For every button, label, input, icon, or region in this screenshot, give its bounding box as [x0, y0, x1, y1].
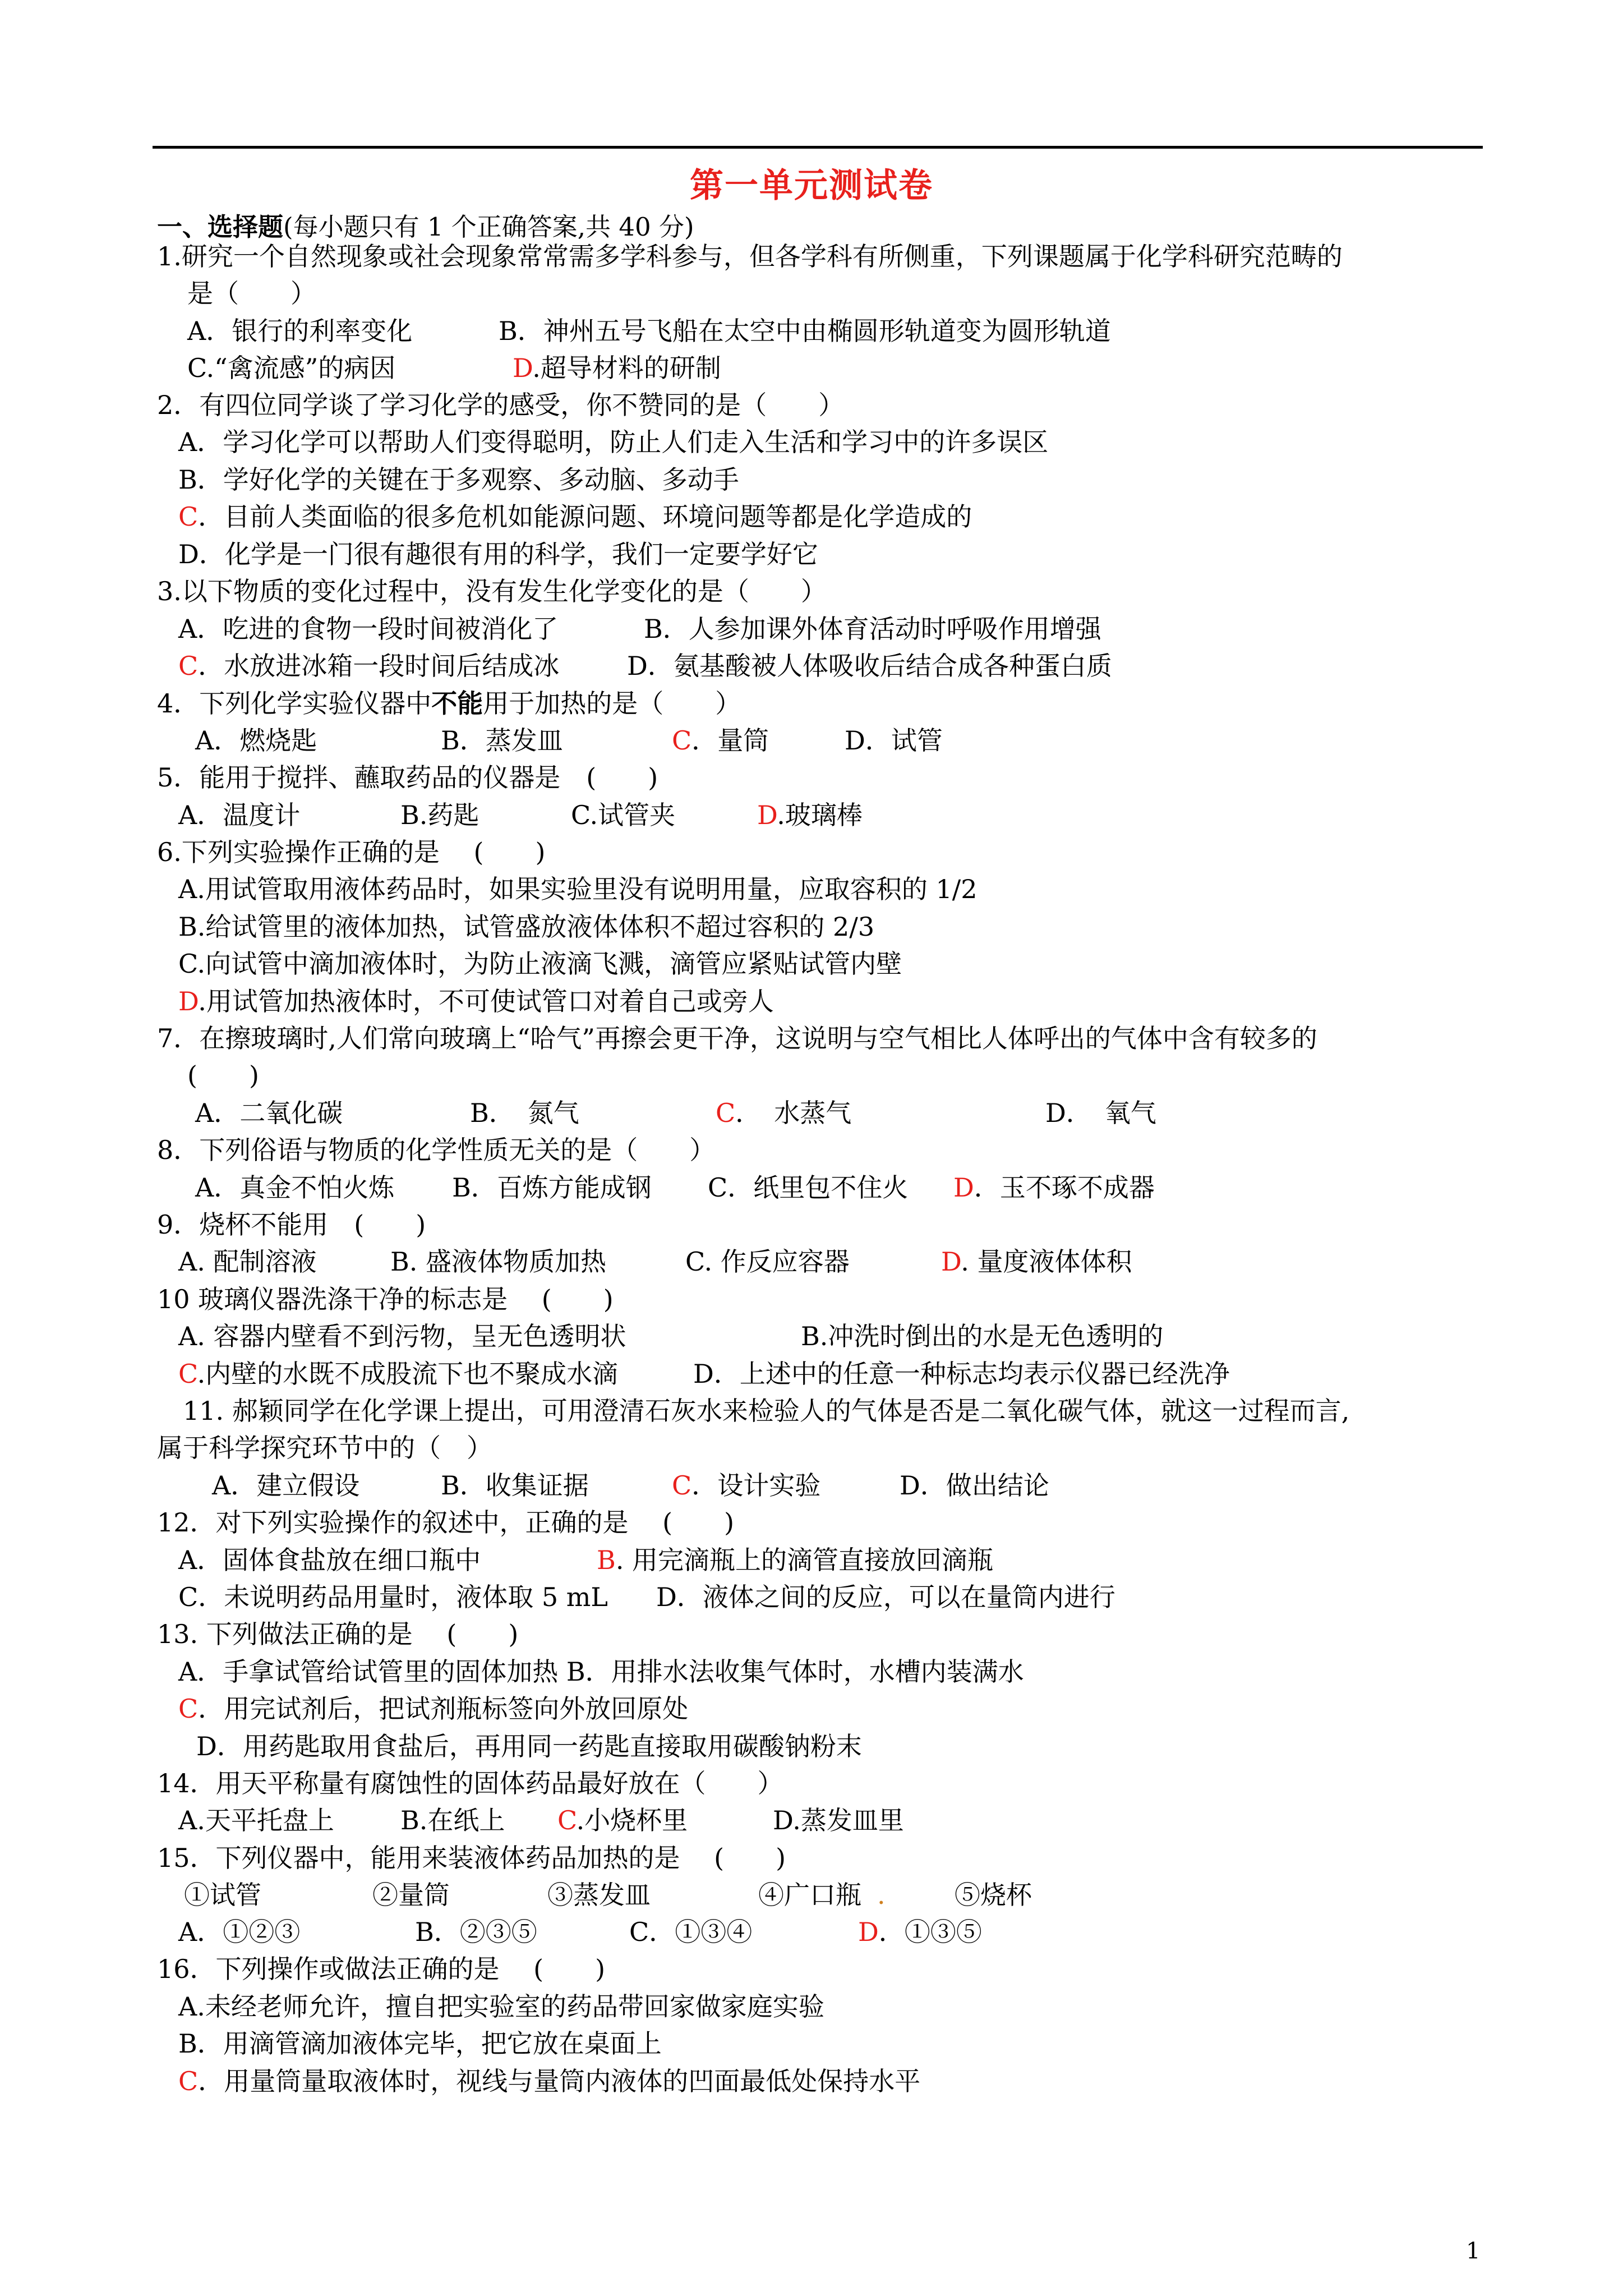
page-title: 第一单元测试卷 [690, 166, 933, 205]
q15-option-d [858, 1913, 982, 1950]
q7-option-b: B． 氮气 [470, 1098, 579, 1128]
q2-option-c-text: ．目前人类面临的很多危机如能源问题、环境问题等都是化学造成的 [198, 501, 972, 532]
q13-option-c-text: ．用完试剂后，把试剂瓶标签向外放回原处 [198, 1694, 689, 1724]
q14-option-c [557, 1802, 688, 1839]
q3-option-d: D．氨基酸被人体吸收后结合成各种蛋白质 [627, 651, 1112, 681]
q4-option-c-text: ．量筒 [691, 725, 769, 756]
q8-option-b: B．百炼方能成钢 [452, 1172, 652, 1203]
q6-option-c: C.向试管中滴加液体时，为防止液滴飞溅，滴管应紧贴试管内壁 [178, 949, 902, 979]
q6-stem: 6.下列实验操作正确的是 ( ) [157, 837, 546, 867]
q2-answer-marker: C [178, 501, 199, 532]
q16-answer-marker: C [178, 2066, 199, 2096]
q8-option-d [953, 1169, 1155, 1206]
q9-option-c: C. 作反应容器 [685, 1246, 850, 1277]
q10-stem: 10 玻璃仪器洗涤干净的标志是 ( ) [157, 1284, 614, 1314]
page-number: 1 [1466, 2238, 1481, 2264]
q7-option-c [716, 1094, 851, 1131]
q10-option-c [178, 1355, 618, 1392]
q12-option-d: D．液体之间的反应，可以在量筒内进行 [656, 1582, 1115, 1612]
header-rule [153, 146, 1483, 149]
q9-option-b: B. 盛液体物质加热 [390, 1246, 607, 1277]
q8-option-c: C．纸里包不住火 [708, 1172, 909, 1203]
q15-option-c: C．①③④ [629, 1917, 753, 1947]
q6-option-b: B.给试管里的液体加热，试管盛放液体体积不超过容积的 2/3 [178, 912, 875, 942]
q5-option-a: A．温度计 [178, 800, 301, 830]
q8-option-d-text: ．玉不琢不成器 [974, 1172, 1155, 1203]
q9-option-d-text: . 量度液体体积 [961, 1246, 1132, 1277]
q5-answer-marker: D [757, 800, 777, 830]
q11-option-b: B．收集证据 [441, 1470, 589, 1501]
section-note: (每小题只有 1 个正确答案,共 40 分) [283, 212, 694, 242]
q4-stem-emphasis: 不能 [431, 688, 483, 719]
q1-option-d-text: .超导材料的研制 [532, 353, 721, 383]
q5-option-b: B.药匙 [400, 800, 479, 830]
q1-option-b: B．神州五号飞船在太空中由椭圆形轨道变为圆形轨道 [499, 316, 1111, 346]
q5-option-c: C.试管夹 [571, 800, 676, 830]
q6-option-a: A.用试管取用液体药品时，如果实验里没有说明用量，应取容积的 1/2 [178, 874, 978, 904]
q11-stem: 11. 郝颖同学在化学课上提出，可用澄清石灰水来检验人的气体是否是二氧化碳气体，就这一过程而言, [183, 1396, 1350, 1426]
q3-answer-marker: C [178, 651, 199, 681]
q12-option-c: C．未说明药品用量时，液体取 5 mL [178, 1582, 608, 1612]
q15-item-4-text: ④广口瓶 [758, 1880, 861, 1910]
q13-option-ab: A．手拿试管给试管里的固体加热 B．用排水法收集气体时，水槽内装满水 [178, 1657, 1024, 1687]
q13-stem: 13. 下列做法正确的是 ( ) [157, 1619, 519, 1649]
q4-option-c [672, 722, 769, 759]
q7-answer-marker: C [716, 1098, 736, 1128]
q7-option-d: D． 氧气 [1045, 1098, 1156, 1128]
q11-stem-cont: 属于科学探究环节中的（ ） [157, 1433, 492, 1463]
q2-option-c [178, 498, 972, 535]
q1-stem: 1.研究一个自然现象或社会现象常常需多学科参与，但各学科有所侧重，下列课题属于化学科研究范畴的 [157, 241, 1343, 272]
q13-answer-marker: C [178, 1694, 199, 1724]
q15-item-1: ①试管 [184, 1880, 261, 1910]
q3-option-c [178, 647, 559, 684]
q4-option-a: A．燃烧匙 [195, 725, 317, 756]
q15-item-5: ⑤烧杯 [955, 1880, 1032, 1910]
q14-answer-marker: C [557, 1805, 577, 1835]
q12-option-b [597, 1542, 993, 1579]
q4-stem-b: 用于加热的是（ ） [483, 688, 741, 719]
q9-option-d [941, 1243, 1132, 1280]
q10-option-c-text: .内壁的水既不成股流下也不聚成水滴 [197, 1359, 619, 1389]
q16-stem: 16．下列操作或做法正确的是 ( ) [157, 1954, 606, 1984]
q10-option-a: A. 容器内壁看不到污物，呈无色透明状 [178, 1321, 626, 1351]
q15-item-2: ②量筒 [372, 1880, 450, 1910]
q15-stem: 15．下列仪器中，能用来装液体药品加热的是 ( ) [157, 1843, 786, 1873]
q1-option-a: A．银行的利率变化 [187, 316, 413, 346]
q6-option-d [178, 983, 774, 1020]
q7-stem: 7．在擦玻璃时,人们常向玻璃上“哈气”再擦会更干净，这说明与空气相比人体呼出的气体中含有较多的 [157, 1023, 1317, 1053]
q4-stem-a: 4．下列化学实验仪器中 [157, 688, 432, 719]
section-label: 一、选择题 [157, 212, 284, 242]
q12-option-b-text: . 用完滴瓶上的滴管直接放回滴瓶 [615, 1545, 994, 1575]
q4-answer-marker: C [672, 725, 692, 756]
q15-option-d-text: ．①③⑤ [878, 1917, 982, 1947]
q4-option-d: D．试管 [845, 725, 943, 756]
q10-option-b: B.冲洗时倒出的水是无色透明的 [801, 1321, 1164, 1351]
q10-answer-marker: C [178, 1359, 197, 1389]
q15-option-a: A．①②③ [178, 1917, 301, 1947]
q16-option-c-text: ．用量筒量取液体时，视线与量筒内液体的凹面最低处保持水平 [198, 2066, 921, 2096]
q15-option-b: B．②③⑤ [415, 1917, 537, 1947]
q2-option-a: A．学习化学可以帮助人们变得聪明，防止人们走入生活和学习中的许多误区 [178, 427, 1049, 457]
q14-option-b: B.在纸上 [400, 1805, 505, 1835]
q14-option-c-text: .小烧杯里 [576, 1805, 688, 1835]
q7-option-c-text: ． 水蒸气 [735, 1098, 852, 1128]
q2-stem: 2．有四位同学谈了学习化学的感受，你不赞同的是（ ） [157, 390, 845, 420]
q3-stem: 3.以下物质的变化过程中，没有发生化学变化的是（ ） [157, 576, 827, 606]
q4-option-b: B．蒸发皿 [441, 725, 563, 756]
q12-stem: 12．对下列实验操作的叙述中，正确的是 ( ) [157, 1507, 735, 1538]
q2-option-b: B．学好化学的关键在于多观察、多动脑、多动手 [178, 464, 739, 495]
q15-item-4-dot: . [877, 1880, 886, 1910]
q11-option-c-text: ．设计实验 [691, 1470, 821, 1501]
q8-answer-marker: D [953, 1172, 974, 1203]
q11-option-c [672, 1467, 820, 1504]
q3-option-c-text: ．水放进冰箱一段时间后结成冰 [198, 651, 560, 681]
q9-stem: 9．烧杯不能用 ( ) [157, 1209, 426, 1240]
q6-option-d-text: .用试管加热液体时，不可使试管口对着自己或旁人 [198, 986, 774, 1016]
q3-option-a: A．吃进的食物一段时间被消化了 [178, 614, 559, 644]
q1-stem-cont: 是（ ） [187, 278, 316, 309]
q15-item-4 [758, 1876, 886, 1913]
q7-stem-cont: ( ) [187, 1060, 259, 1091]
q14-option-d: D.蒸发皿里 [773, 1805, 904, 1835]
q16-option-c [178, 2063, 920, 2100]
q1-option-c: C.“禽流感”的病因 [187, 353, 396, 383]
q12-option-a: A．固体食盐放在细口瓶中 [178, 1545, 481, 1575]
q9-answer-marker: D [941, 1246, 961, 1277]
q1-answer-marker: D [513, 353, 533, 383]
q11-answer-marker: C [672, 1470, 692, 1501]
q7-option-a: A．二氧化碳 [195, 1098, 343, 1128]
q3-option-b: B．人参加课外体育活动时呼吸作用增强 [644, 614, 1101, 644]
q4-stem [157, 685, 741, 722]
q14-stem: 14．用天平称量有腐蚀性的固体药品最好放在（ ） [157, 1768, 783, 1798]
q6-answer-marker: D [178, 986, 199, 1016]
q16-option-b: B．用滴管滴加液体完毕，把它放在桌面上 [178, 2028, 662, 2059]
q8-stem: 8．下列俗语与物质的化学性质无关的是（ ） [157, 1135, 716, 1165]
q11-option-a: A．建立假设 [212, 1470, 360, 1501]
q5-option-d [757, 797, 863, 834]
q11-option-d: D．做出结论 [900, 1470, 1049, 1501]
q13-option-c [178, 1690, 688, 1727]
q12-answer-marker: B [597, 1545, 616, 1575]
q5-option-d-text: .玻璃棒 [777, 800, 863, 830]
q16-option-a: A.未经老师允许，擅自把实验室的药品带回家做家庭实验 [178, 1991, 824, 2022]
q13-option-d: D．用药匙取用食盐后，再用同一药匙直接取用碳酸钠粉末 [196, 1731, 862, 1761]
q10-option-d: D．上述中的任意一种标志均表示仪器已经洗净 [693, 1359, 1230, 1389]
q15-item-3: ③蒸发皿 [547, 1880, 651, 1910]
q14-option-a: A.天平托盘上 [178, 1805, 334, 1835]
q5-stem: 5．能用于搅拌、蘸取药品的仪器是 ( ) [157, 762, 658, 793]
q1-option-d [513, 349, 721, 386]
q2-option-d: D．化学是一门很有趣很有用的科学，我们一定要学好它 [178, 539, 818, 569]
q9-option-a: A. 配制溶液 [178, 1246, 317, 1277]
q15-answer-marker: D [858, 1917, 879, 1947]
q8-option-a: A．真金不怕火炼 [195, 1172, 395, 1203]
